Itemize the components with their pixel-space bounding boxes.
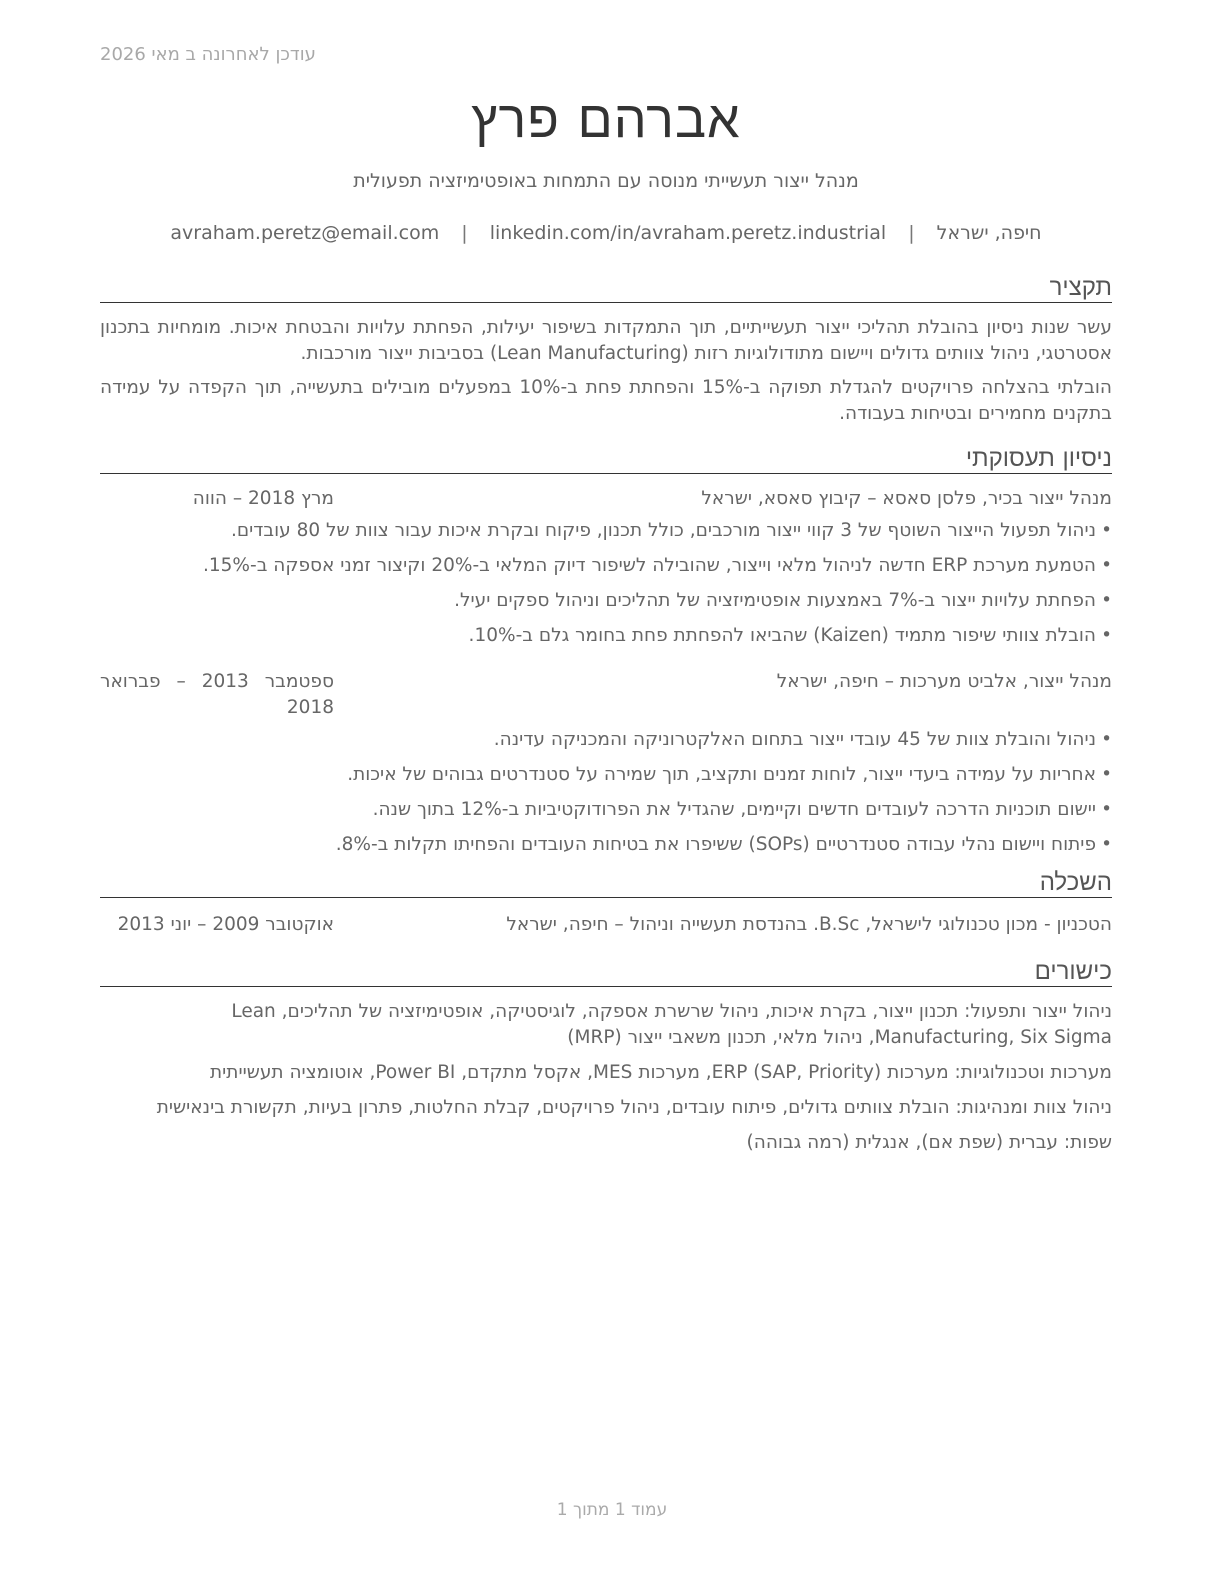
resume-page [100, 84, 1112, 1156]
summary-heading: תקציר [100, 272, 1112, 303]
job-bullets [100, 518, 1112, 649]
contact-separator: | [908, 222, 915, 244]
education-heading: השכלה [100, 867, 1112, 898]
skills-line: שפות: עברית (שפת אם), אנגלית (רמה גבוהה) [746, 1132, 1112, 1153]
summary-paragraph: הובלתי בהצלחה פרויקטים להגדלת תפוקה ב-15% והפחתת פחת ב-10% במפעלים מובילים בתעשייה, תוך הקפדה על עמידה בתקנים מחמירים ובטיחות בעבודה. [100, 377, 1112, 424]
job-bullets [100, 727, 1112, 858]
job-bullet: • אחריות על עמידה ביעדי ייצור, לוחות זמנים ותקציב, תוך שמירה על סטנדרטים גבוהים של איכות. [100, 762, 1112, 788]
job-header [100, 669, 1112, 721]
job-bullet: • יישום תוכניות הדרכה לעובדים חדשים וקיימים, שהגדיל את הפרודוקטיביות ב-12% בתוך שנה. [100, 797, 1112, 823]
job-bullet: • ניהול תפעול הייצור השוטף של 3 קווי ייצור מורכבים, כולל תכנון, פיקוח ובקרת איכות עבור צוות של 80 עובדים. [100, 518, 1112, 544]
job-dates: מרץ 2018 – הווה [192, 488, 334, 509]
education-section [100, 867, 1112, 938]
job-entry [100, 486, 1112, 649]
skills-line: מערכות וטכנולוגיות: מערכות ERP (SAP, Priority), מערכות MES, אקסל מתקדם, Power BI, אוטומציה תעשייתית [209, 1062, 1112, 1083]
job-bullet: • הפחתת עלויות ייצור ב-7% באמצעות אופטימיזציה של תהליכים וניהול ספקים יעיל. [100, 588, 1112, 614]
last-updated-note: עודכן לאחרונה ב מאי 2026 [100, 44, 316, 65]
job-bullet: • הטמעת מערכת ERP חדשה לניהול מלאי וייצור, שהובילה לשיפור דיוק המלאי ב-20% וקיצור זמני אספקה ב-15%. [100, 553, 1112, 579]
summary-section [100, 272, 1112, 427]
skills-section [100, 956, 1112, 1156]
linkedin-link[interactable]: linkedin.com/in/avraham.peretz.industrial [489, 222, 887, 244]
contact-line [100, 220, 1112, 246]
job-bullet: • ניהול והובלת צוות של 45 עובדי ייצור בתחום האלקטרוניקה והמכניקה עדינה. [100, 727, 1112, 753]
skills-heading: כישורים [100, 956, 1112, 987]
summary-paragraph: עשר שנות ניסיון בהובלת תהליכי ייצור תעשייתיים, תוך התמקדות בשיפור יעילות, הפחתת עלויות והבטחת איכות. מומחיות בתכנון אסטרטגי, ניהול צוותים גדולים ויישום מתודולוגיות רזות (Lean Manufacturing) בסביבות ייצור מורכבות. [100, 317, 1112, 364]
job-title: מנהל ייצור, אלביט מערכות – חיפה, ישראל [776, 671, 1112, 692]
location-text: חיפה, ישראל [936, 222, 1042, 244]
candidate-name: אברהם פרץ [471, 90, 741, 150]
skills-line: ניהול ייצור ותפעול: תכנון ייצור, בקרת איכות, ניהול שרשרת אספקה, לוגיסטיקה, אופטימיזציה של תהליכים, Lean Manufacturing, Six Sigma, ניהול מלאי, תכנון משאבי ייצור (MRP) [231, 1001, 1112, 1048]
experience-heading: ניסיון תעסוקתי [100, 443, 1112, 474]
job-title: מנהל ייצור בכיר, פלסן סאסא – קיבוץ סאסא, ישראל [701, 488, 1112, 509]
job-header [100, 486, 1112, 512]
job-bullet: • פיתוח ויישום נהלי עבודה סטנדרטיים (SOPs) ששיפרו את בטיחות העובדים והפחיתו תקלות ב-8%. [100, 832, 1112, 858]
candidate-subtitle: מנהל ייצור תעשייתי מנוסה עם התמחות באופטימיזציה תפעולית [353, 170, 859, 192]
education-dates: אוקטובר 2009 – יוני 2013 [117, 914, 334, 935]
email-link[interactable]: avraham.peretz@email.com [170, 222, 440, 244]
education-title: הטכניון - מכון טכנולוגי לישראל, B.Sc. בהנדסת תעשייה וניהול – חיפה, ישראל [506, 914, 1112, 935]
job-bullet: • הובלת צוותי שיפור מתמיד (Kaizen) שהביאו להפחתת פחת בחומר גלם ב-10%. [100, 623, 1112, 649]
job-dates: ספטמבר 2013 – פברואר 2018 [100, 671, 334, 718]
contact-separator: | [461, 222, 468, 244]
experience-section [100, 443, 1112, 858]
job-entry [100, 669, 1112, 858]
education-entry [100, 912, 1112, 938]
page-number: עמוד 1 מתוך 1 [556, 1500, 668, 1520]
skills-line: ניהול צוות ומנהיגות: הובלת צוותים גדולים, פיתוח עובדים, ניהול פרויקטים, קבלת החלטות, פתרון בעיות, תקשורת בינאישית [156, 1097, 1112, 1118]
